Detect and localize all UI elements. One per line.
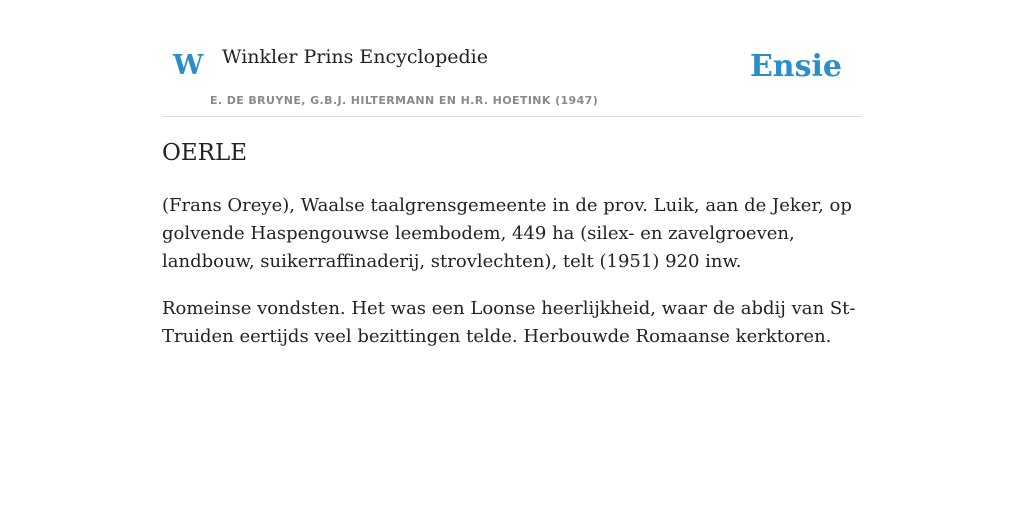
ensie-logo-link[interactable]: Ensie (749, 49, 842, 84)
page-container (162, 0, 862, 347)
encyclopedia-header (162, 0, 862, 117)
entry-paragraph: (Frans Oreye), Waalse taalgrensgemeente in de prov. Luik, aan de Jeker, op golvende Haspengouwse leembodem, 449 ha (silex- en zavelgroeven, landbouw, suikerraffinaderij, strovlechten), telt (1951) 920 inw. (162, 195, 852, 272)
entry-paragraph: Romeinse vondsten. Het was een Loonse heerlijkheid, waar de abdij van St-Truiden eertijds veel bezittingen telde. Herbouwde Romaanse kerktoren. (162, 298, 856, 347)
entry-title: OERLE (162, 140, 248, 166)
winkler-prins-logo[interactable]: W (173, 50, 204, 81)
book-title[interactable]: Winkler Prins Encyclopedie (222, 46, 488, 68)
book-authors: E. DE BRUYNE, G.B.J. HILTERMANN EN H.R. HOETINK (1947) (210, 94, 599, 107)
entry-body (162, 192, 862, 370)
